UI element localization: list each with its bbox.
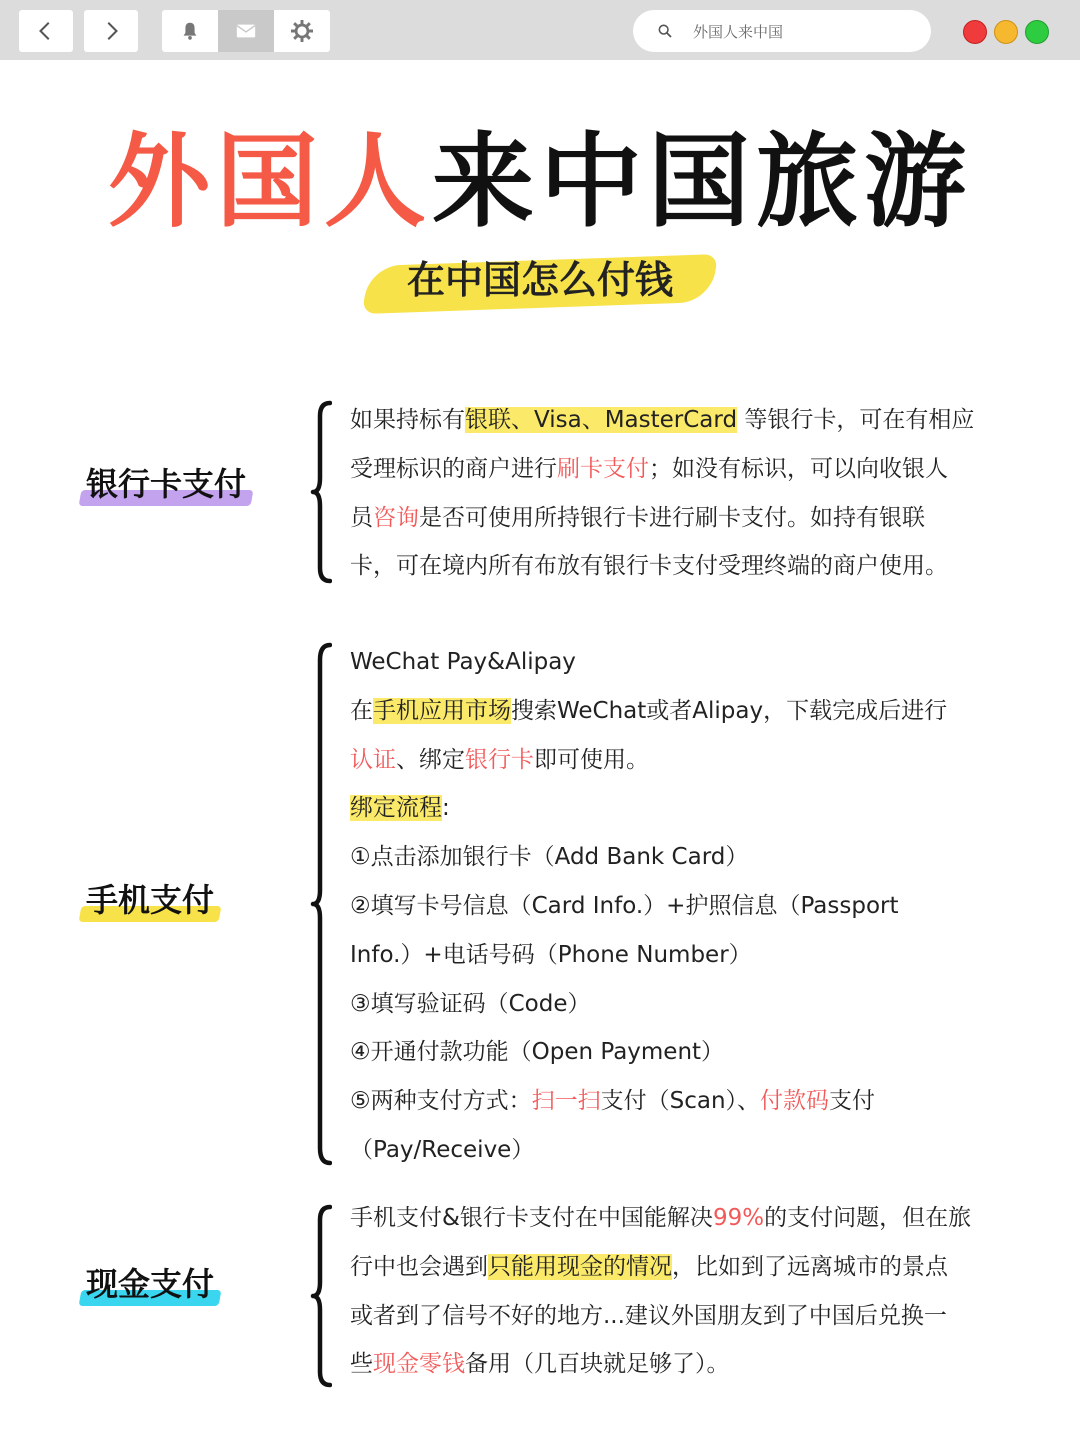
text: 支付 bbox=[829, 1088, 876, 1115]
notifications-button[interactable] bbox=[162, 10, 218, 52]
maximize-window-button[interactable] bbox=[1025, 20, 1049, 44]
text: WeChat Pay&Alipay bbox=[350, 649, 576, 675]
text: ；如没有标识，可以向收银人 bbox=[649, 455, 948, 482]
step-text: ③填写验证码（Code） bbox=[350, 990, 591, 1017]
bell-icon bbox=[179, 20, 201, 42]
section-label-mobile bbox=[82, 880, 218, 920]
back-icon bbox=[35, 20, 57, 42]
text: 些 bbox=[350, 1351, 373, 1378]
brace-cash bbox=[310, 1204, 332, 1388]
text-highlight: 银联、Visa、MasterCard bbox=[465, 407, 738, 433]
text: （Pay/Receive） bbox=[350, 1136, 535, 1163]
text: 卡，可在境内所有布放有银行卡支付受理终端的商户使用。 bbox=[350, 553, 948, 580]
page-title bbox=[0, 122, 1080, 242]
mail-button[interactable] bbox=[218, 10, 274, 52]
text: 受理标识的商户进行 bbox=[350, 455, 557, 482]
search-input[interactable] bbox=[633, 10, 931, 52]
step-text: Info.）+电话号码（Phone Number） bbox=[350, 941, 752, 968]
text-highlight: 手机应用市场 bbox=[373, 697, 511, 724]
text-highlight: 只能用现金的情况 bbox=[488, 1253, 672, 1280]
brace-mobile bbox=[310, 642, 332, 1166]
text-emphasis: 刷卡支付 bbox=[557, 455, 649, 482]
text: 在 bbox=[350, 697, 373, 724]
text-emphasis: 付款码 bbox=[760, 1088, 830, 1115]
step-text: ④开通付款功能（Open Payment） bbox=[350, 1039, 725, 1066]
text: 是否可使用所持银行卡进行刷卡支付。如持有银联 bbox=[419, 504, 925, 531]
search-icon bbox=[657, 23, 673, 39]
settings-button[interactable] bbox=[274, 10, 330, 52]
section-label-bank bbox=[82, 464, 250, 504]
forward-button[interactable] bbox=[84, 10, 138, 52]
text-highlight: 绑定流程 bbox=[350, 795, 442, 822]
minimize-window-button[interactable] bbox=[994, 20, 1018, 44]
subtitle bbox=[367, 252, 713, 308]
text: 即可使用。 bbox=[534, 746, 649, 773]
close-window-button[interactable] bbox=[963, 20, 987, 44]
step-text: ⑤两种支付方式： bbox=[350, 1088, 532, 1115]
text: ，比如到了远离城市的景点 bbox=[672, 1253, 948, 1280]
text: 如果持标有 bbox=[350, 407, 465, 433]
text: 搜索WeChat或者Alipay，下载完成后进行 bbox=[511, 697, 948, 724]
section-label-text: 现金支付 bbox=[86, 1265, 215, 1303]
text: 、绑定 bbox=[396, 746, 465, 773]
text: 等银行卡，可在有相应 bbox=[737, 407, 975, 433]
step-text: ①点击添加银行卡（Add Bank Card） bbox=[350, 844, 749, 871]
text: 的支付问题，但在旅 bbox=[764, 1205, 972, 1231]
text-emphasis: 现金零钱 bbox=[373, 1351, 465, 1378]
mail-icon bbox=[235, 20, 257, 42]
subtitle-text: 在中国怎么付钱 bbox=[406, 258, 673, 302]
text: 手机支付&银行卡支付在中国能解决 bbox=[350, 1205, 713, 1231]
title-highlight: 外国人 bbox=[108, 122, 432, 242]
search-placeholder: 外国人来中国 bbox=[693, 22, 784, 41]
title-rest: 来中国旅游 bbox=[432, 122, 972, 242]
brace-bank bbox=[310, 400, 332, 584]
section-label-text: 手机支付 bbox=[86, 881, 215, 919]
browser-toolbar bbox=[0, 0, 1080, 60]
text: : bbox=[442, 795, 450, 822]
text: 员 bbox=[350, 504, 373, 531]
toolbar-group bbox=[162, 10, 330, 52]
forward-icon bbox=[100, 20, 122, 42]
step-text: ②填写卡号信息（Card Info.）+护照信息（Passport bbox=[350, 892, 899, 919]
gear-icon bbox=[291, 20, 313, 42]
section-label-text: 银行卡支付 bbox=[86, 465, 247, 503]
text: 支付（Scan）、 bbox=[600, 1088, 761, 1115]
text-emphasis: 扫一扫 bbox=[531, 1088, 601, 1115]
section-body-bank bbox=[350, 396, 1010, 591]
text: 或者到了信号不好的地方...建议外国朋友到了中国后兑换一 bbox=[350, 1302, 947, 1329]
section-body-mobile bbox=[350, 638, 1010, 1175]
text-emphasis: 认证 bbox=[350, 746, 396, 773]
text-emphasis: 银行卡 bbox=[465, 746, 534, 773]
text-emphasis: 99% bbox=[712, 1205, 765, 1231]
text-emphasis: 咨询 bbox=[373, 504, 419, 531]
section-label-cash bbox=[82, 1264, 218, 1304]
text: 备用（几百块就足够了）。 bbox=[465, 1351, 730, 1378]
back-button[interactable] bbox=[19, 10, 73, 52]
text: 行中也会遇到 bbox=[350, 1253, 488, 1280]
subtitle-wrap bbox=[0, 252, 1080, 308]
section-body-cash bbox=[350, 1194, 1010, 1389]
